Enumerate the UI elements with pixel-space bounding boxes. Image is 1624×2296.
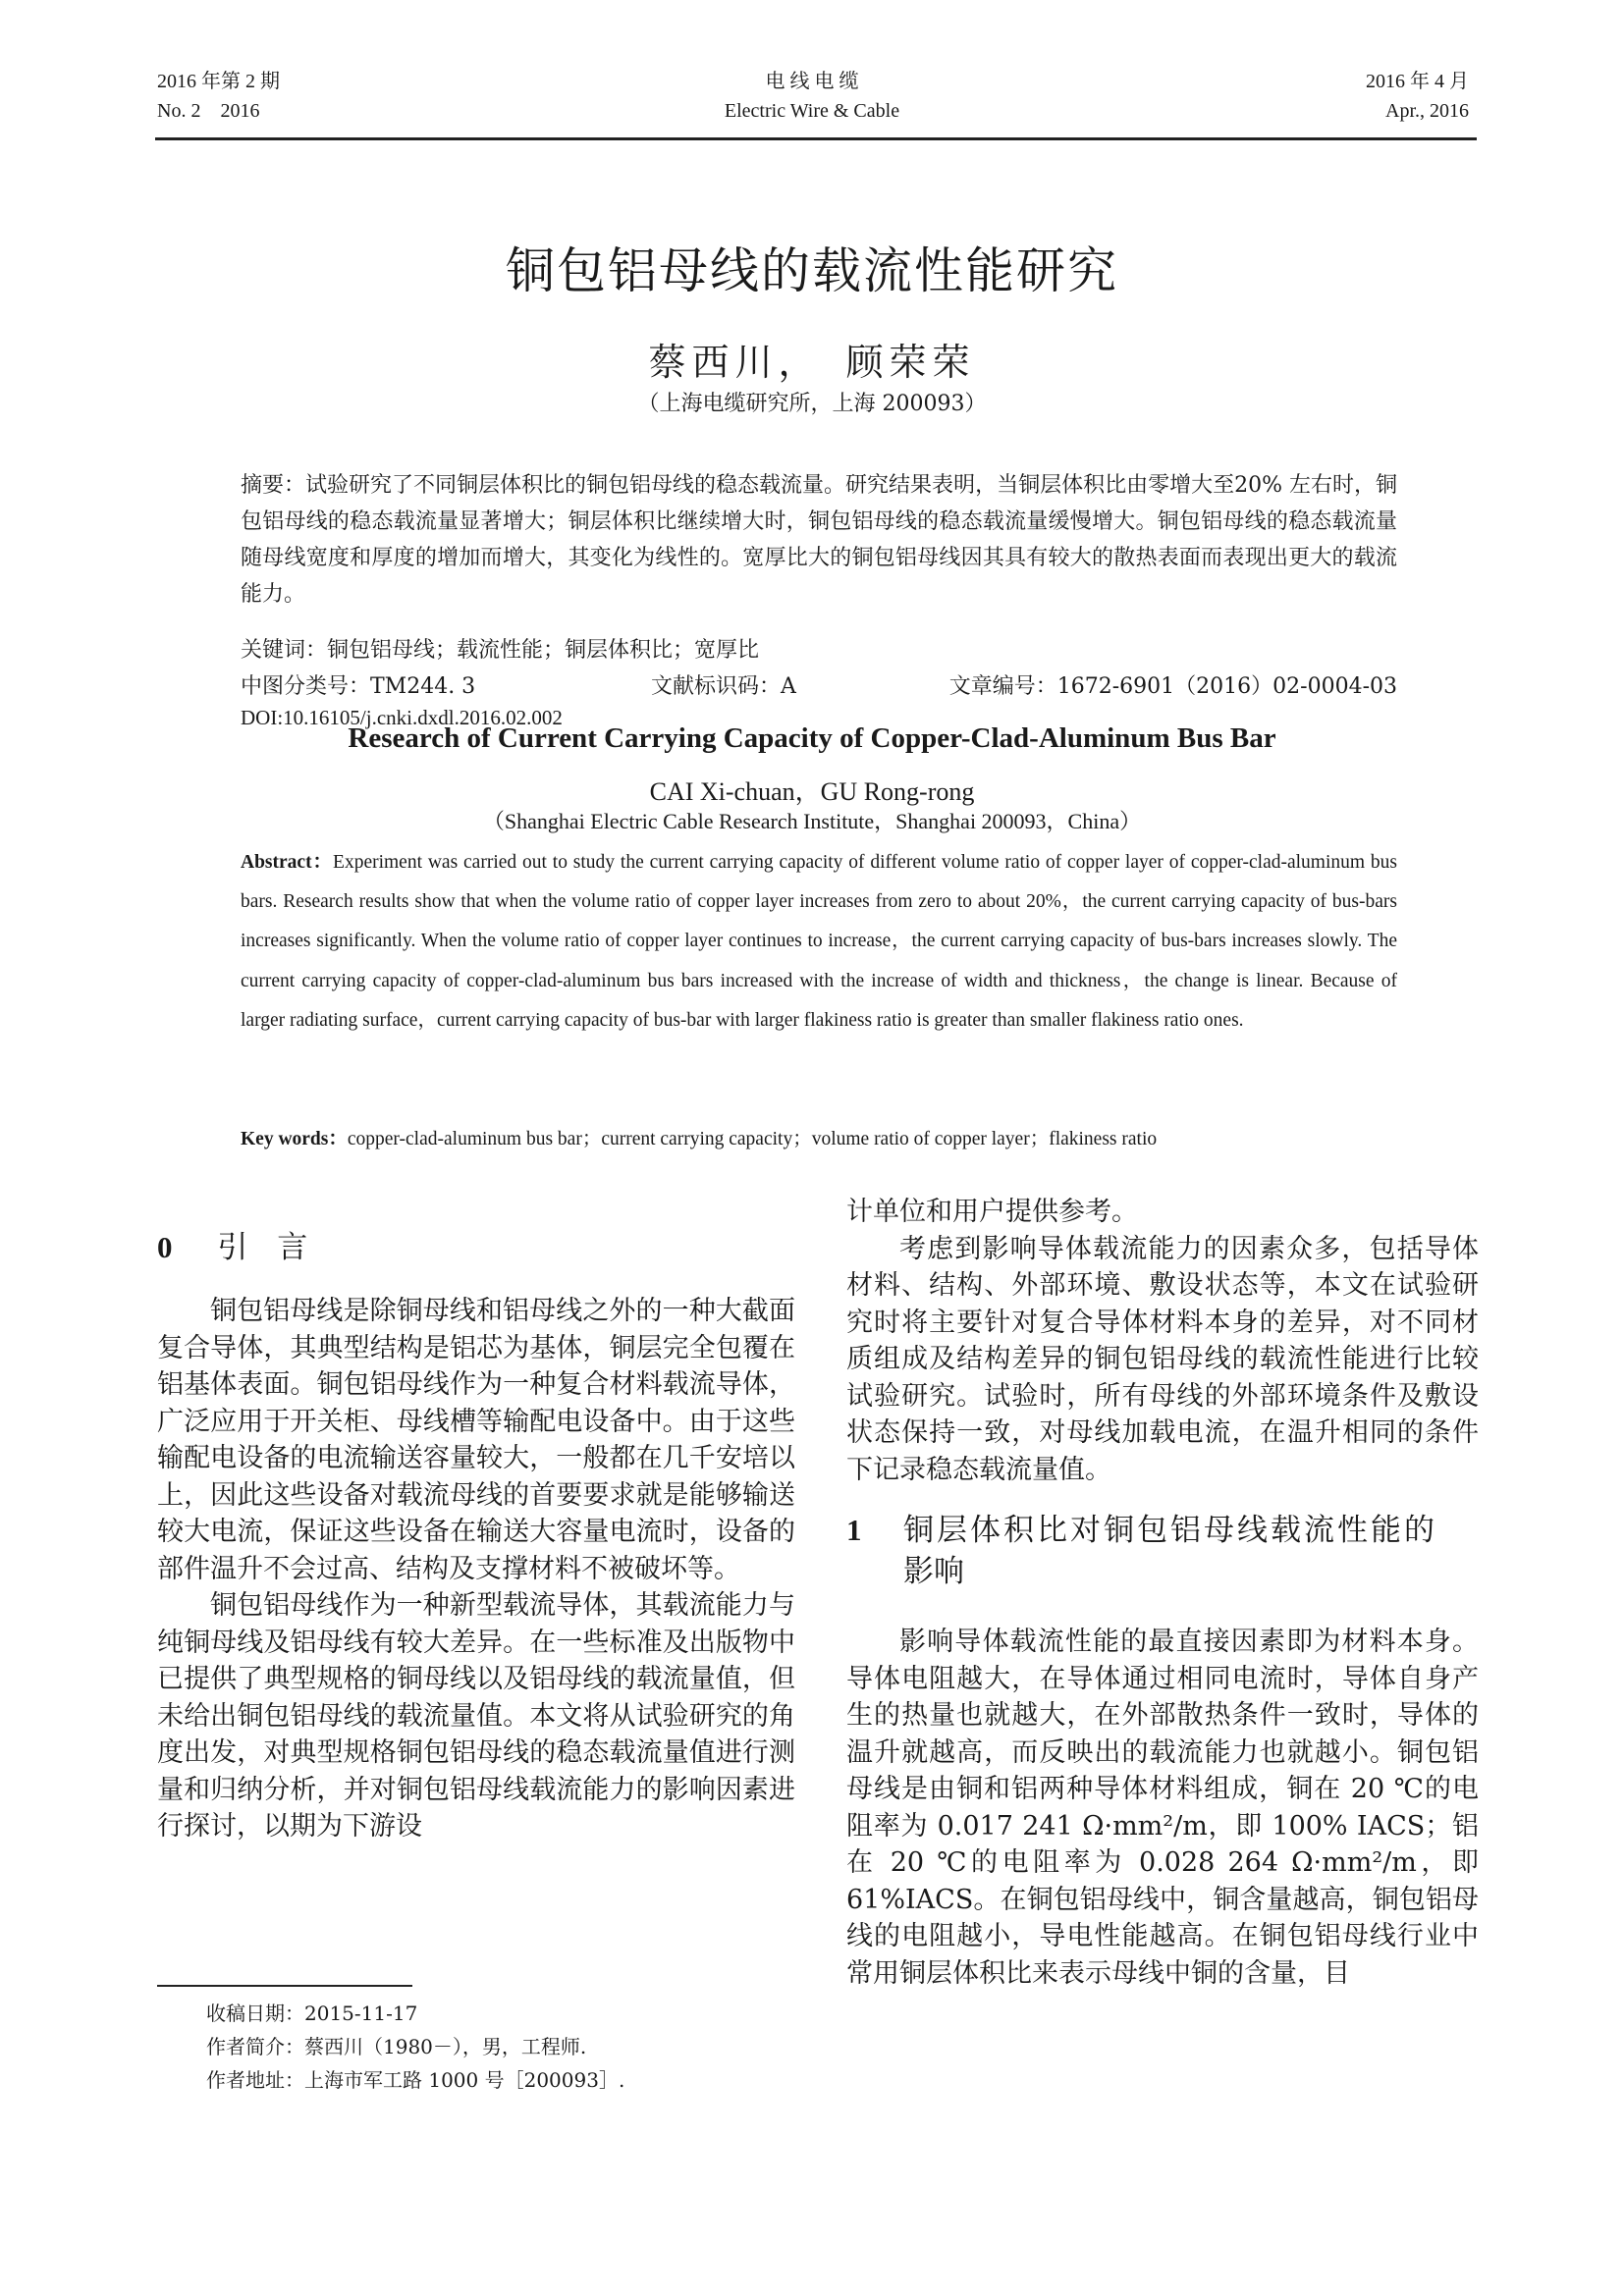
intro-text (157, 1293, 795, 1845)
issue-cn: 2016 年第 2 期 (157, 71, 280, 92)
author-address: 作者地址：上海市军工路 1000 号［200093］. (206, 2068, 625, 2092)
section-0-title: 引 言 (217, 1230, 318, 1265)
footnotes (206, 1997, 624, 2097)
paper-title-en: Research of Current Carrying Capacity of Copper-Clad-Aluminum Bus Bar (348, 722, 1276, 754)
document-code: 文献标识码：A (651, 674, 796, 699)
section-1-title (903, 1510, 1483, 1592)
keywords-en-label: Key words： (241, 1129, 348, 1149)
section-0-heading (157, 1222, 795, 1273)
keywords-en-block (241, 1120, 1397, 1159)
abstract-en-label: Abstract： (241, 852, 334, 873)
journal-name-cn: 电 线 电 缆 (765, 71, 859, 92)
section-1-text (846, 1624, 1479, 1992)
footnote-rule (157, 1985, 412, 1987)
section-1-heading (846, 1510, 1479, 1604)
keywords-en: copper-clad-aluminum bus bar；current carrying capacity；volume ratio of copper layer；flakiness ratio (347, 1129, 1158, 1149)
abstract-cn: 摘要：试验研究了不同铜层体积比的铜包铝母线的稳态载流量。研究结果表明，当铜层体积比由零增大至20% 左右时，铜包铝母线的稳态载流量显著增大；铜层体积比继续增大时，铜包铝母线的稳态载流量缓慢增大。铜包铝母线的稳态载流量随母线宽度和厚度的增加而增大，其变化为线性的。宽厚比大的铜包铝母线因其具有较大的散热表面而表现出更大的载流能力。 (241, 473, 1397, 607)
left-column (157, 1222, 795, 1845)
keywords-cn: 关键词：铜包铝母线；载流性能；铜层体积比；宽厚比 (241, 638, 760, 663)
journal-name-en: Electric Wire & Cable (724, 100, 900, 122)
issue-en: No. 2 2016 (157, 100, 260, 122)
header-rule (155, 137, 1477, 140)
intro-paragraph-2: 铜包铝母线作为一种新型载流导体，其载流能力与纯铜母线及铝母线有较大差异。在一些标准及出版物中已提供了典型规格的铜母线以及铝母线的载流量值，但未给出铜包铝母线的载流量值。本文将从试验研究的角度出发，对典型规格铜包铝母线的稳态载流量值进行测量和归纳分析，并对铜包铝母线载流能力的影响因素进行探讨，以期为下游设 (157, 1590, 795, 1842)
right-column (846, 1194, 1479, 1992)
section-1-paragraph-1: 影响导体载流性能的最直接因素即为材料本身。导体电阻越大，在导体通过相同电流时，导体自身产生的热量也就越大，在外部散热条件一致时，导体的温升就越高，而反映出的载流能力也就越小。铜包铝母线是由铜和铝两种导体材料组成，铜在 20 ℃的电阻率为 0.017 241 Ω·mm²/m，即 100% IACS；铝在 20 ℃的电阻率为 0.028 264 Ω·mm²/m，即 61%IACS。在铜包铝母线中，铜含量越高，铜包铝母线的电阻越小，导电性能越高。在铜包铝母线行业中常用铜层体积比来表示母线中铜的含量，目 (846, 1627, 1479, 1989)
paper-title: 铜包铝母线的载流性能研究 (506, 242, 1118, 299)
affiliation: （上海电缆研究所，上海 200093） (637, 392, 987, 416)
section-0-number: 0 (157, 1230, 173, 1264)
abstract-en: Experiment was carried out to study the current carrying capacity of different volume ratio of copper layer of copper-clad-aluminum bus bars. Research results show that when the volume ratio of copper layer increases from zero to about 20%，the current carrying capacity of bus-bars increases significantly. When the volume ratio of copper layer continues to increase，the current carrying capacity of bus-bars increases slowly. The current carrying capacity of copper-clad-aluminum bus bars increased with the increase of width and thickness，the change is linear. Because of larger radiating surface，current carrying capacity of bus-bar with larger flakiness ratio is greater than smaller flakiness ratio ones. (241, 852, 1397, 1031)
right-text-top (846, 1194, 1479, 1488)
clc-number: 中图分类号：TM244. 3 (241, 674, 476, 699)
doi: DOI:10.16105/j.cnki.dxdl.2016.02.002 (241, 706, 563, 729)
classification-line (241, 668, 1397, 705)
received-date: 收稿日期：2015-11-17 (206, 2002, 418, 2025)
author-bio: 作者简介：蔡西川（1980－），男，工程师. (206, 2035, 587, 2058)
continued-paragraph: 计单位和用户提供参考。 (846, 1197, 1138, 1227)
right-paragraph-1: 考虑到影响导体载流能力的因素众多，包括导体材料、结构、外部环境、敷设状态等，本文在试验研究时将主要针对复合导体材料本身的差异，对不同材质组成及结构差异的铜包铝母线的载流性能进行比较试验研究。试验时，所有母线的外部环境条件及敷设状态保持一致，对母线加载电流，在温升相同的条件下记录稳态载流量值。 (846, 1233, 1479, 1485)
header-right (1366, 67, 1469, 126)
article-number: 文章编号：1672-6901（2016）02-0004-03 (948, 674, 1397, 699)
abstract-en-block (241, 843, 1397, 1041)
intro-paragraph-1: 铜包铝母线是除铜母线和铝母线之外的一种大截面复合导体，其典型结构是铝芯为基体，铜层完全包覆在铝基体表面。铜包铝母线作为一种复合材料载流导体，广泛应用于开关柜、母线槽等输配电设备中。由于这些输配电设备的电流输送容量较大，一般都在几千安培以上，因此这些设备对载流母线的首要要求就是能够输送较大电流，保证这些设备在输送大容量电流时，设备的部件温升不会过高、结构及支撑材料不被破坏等。 (157, 1296, 795, 1584)
date-en: Apr., 2016 (1385, 100, 1469, 122)
date-cn: 2016 年 4 月 (1366, 71, 1469, 92)
section-1-title-line-1: 铜层体积比对铜包铝母线载流性能的 (903, 1513, 1437, 1548)
authors-en: CAI Xi-chuan，GU Rong-rong (649, 777, 975, 806)
section-1-title-line-2: 影响 (903, 1554, 964, 1589)
section-1-number: 1 (846, 1513, 862, 1547)
authors: 蔡西川， 顾荣荣 (648, 341, 976, 384)
affiliation-en: （Shanghai Electric Cable Research Institute，Shanghai 200093，China） (482, 809, 1142, 833)
